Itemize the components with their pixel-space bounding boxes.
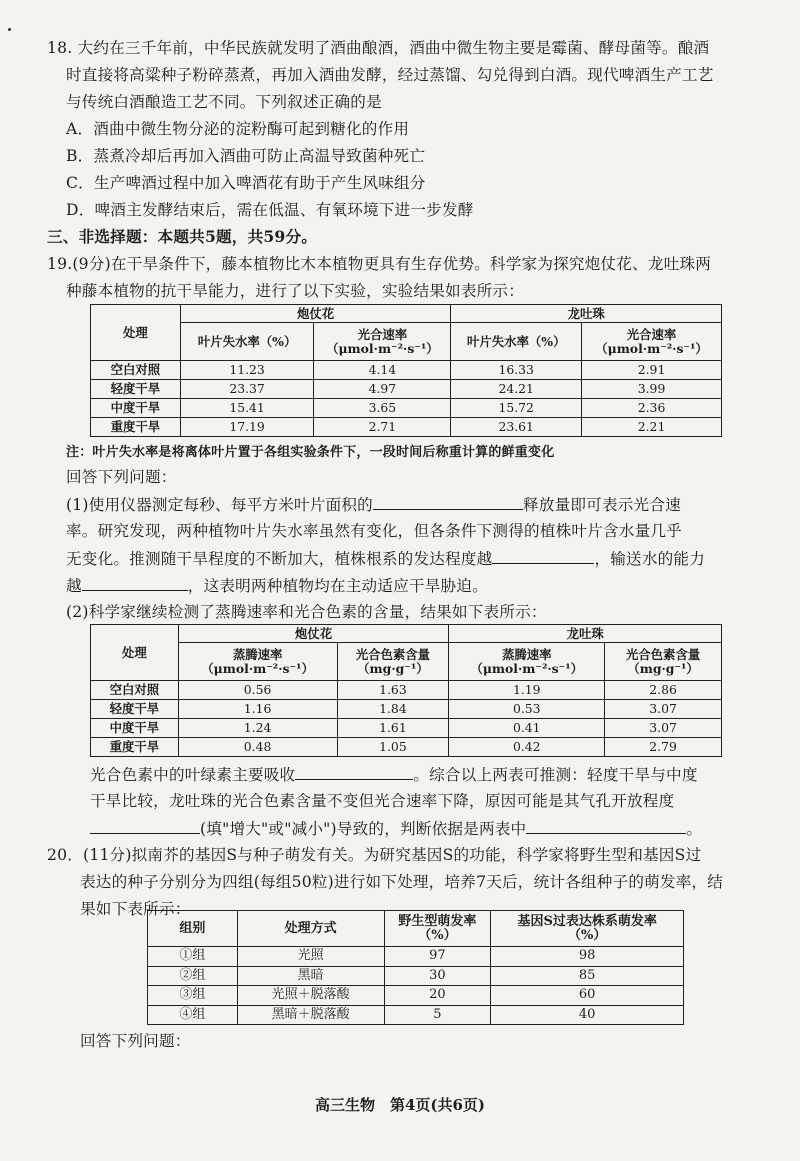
q20-col-over: 基因S过表达株系萌发率 （%） [491,911,684,947]
q20-intro-2: 表达的种子分别分为四组(每组50粒)进行如下处理，培养7天后，统计各组种子的萌发率，结 [80,873,724,891]
t2-col-b-2: 光合色素含量 （mg·g⁻¹） [605,643,722,681]
q18-option-b: B．蒸煮冷却后再加入酒曲可防止高温导致菌种死亡 [66,147,426,165]
table-row: ③组 光照＋脱落酸 20 60 [148,986,684,1006]
t1-corner: 处理 [91,305,181,361]
q19-p1-line-2: 率。研究发现，两种植物叶片失水率虽然有变化，但各条件下测得的植株叶片含水量几乎 [66,522,682,540]
q20-intro-3: 果如下表所示： [80,900,191,918]
table-row: 轻度干旱 23.37 4.97 24.21 3.99 [91,380,722,399]
q20-table [147,910,684,1025]
q20-col-method: 处理方式 [237,911,384,947]
q18-line-3: 与传统白酒酿造工艺不同。下列叙述正确的是 [66,93,382,111]
q19-table-2 [90,624,722,757]
answer-blank[interactable] [373,494,523,510]
answer-blank[interactable] [526,818,686,834]
table-row: 空白对照 0.56 1.63 1.19 2.86 [91,681,722,700]
t2-group-2: 龙吐珠 [449,625,722,643]
table-row: 重度干旱 17.19 2.71 23.61 2.21 [91,418,722,437]
t1-col-a-2: 叶片失水率（%） [451,323,582,361]
t2-col-a-1: 蒸腾速率 （μmol·m⁻²·s⁻¹） [178,643,337,681]
answer-blank[interactable] [82,575,188,591]
q18-option-a: A．酒曲中微生物分泌的淀粉酶可起到糖化的作用 [66,120,410,138]
t1-col-b-2: 光合速率 （μmol·m⁻²·s⁻¹） [582,323,722,361]
q18-line-1: 18. 大约在三千年前，中华民族就发明了酒曲酿酒，酒曲中微生物主要是霉菌、酵母菌等。酿酒 [47,39,710,57]
q19-p2-line-3: (填"增大"或"减小")导致的，判断依据是两表中 。 [90,818,702,839]
q19-intro-1: 19.(9分)在干旱条件下，藤本植物比木本植物更具有生存优势。科学家为探究炮仗花、龙吐珠两 [47,255,712,273]
q19-p2-line-2: 干旱比较，龙吐珠的光合色素含量不变但光合速率下降，原因可能是其气孔开放程度 [90,792,675,810]
table-row: ④组 黑暗＋脱落酸 5 40 [148,1005,684,1025]
q18-option-c: C．生产啤酒过程中加入啤酒花有助于产生风味组分 [66,174,426,192]
table-row: 中度干旱 15.41 3.65 15.72 2.36 [91,399,722,418]
table-row: 中度干旱 1.24 1.61 0.41 3.07 [91,719,722,738]
answer-blank[interactable] [90,818,200,834]
section-heading: 三、非选择题：本题共5题，共59分。 [47,227,318,246]
table-row: ②组 黑暗 30 85 [148,966,684,986]
table-row: ①组 光照 97 98 [148,947,684,967]
q19-table-note: 注：叶片失水率是将离体叶片置于各组实验条件下，一段时间后称重计算的鲜重变化 [66,445,555,460]
table-row: 空白对照 11.23 4.14 16.33 2.91 [91,361,722,380]
answer-blank[interactable] [295,764,413,780]
t1-group-2: 龙吐珠 [451,305,722,323]
t2-col-a-2: 蒸腾速率 （μmol·m⁻²·s⁻¹） [449,643,605,681]
q20-col-group: 组别 [148,911,238,947]
table-row: 重度干旱 0.48 1.05 0.42 2.79 [91,738,722,757]
answer-blank[interactable] [492,548,594,564]
q20-intro-1: 20．(11分)拟南芥的基因S与种子萌发有关。为研究基因S的功能，科学家将野生型和基因S过 [47,846,702,864]
q19-answer-prompt: 回答下列问题： [66,468,177,486]
q19-p2-line-1: 光合色素中的叶绿素主要吸收 。综合以上两表可推测：轻度干旱与中度 [90,766,698,784]
q20-answer-prompt: 回答下列问题： [80,1032,191,1050]
t2-corner: 处理 [91,625,179,681]
q19-p1-line-4: 越 ，这表明两种植物均在主动适应干旱胁迫。 [66,577,488,595]
q20-col-wild: 野生型萌发率 （%） [384,911,491,947]
t1-col-b-1: 光合速率 （μmol·m⁻²·s⁻¹） [314,323,451,361]
q19-table-1 [90,304,722,437]
t1-group-1: 炮仗花 [180,305,451,323]
t2-col-b-1: 光合色素含量 （mg·g⁻¹） [337,643,449,681]
scan-speck [8,28,11,31]
t2-group-1: 炮仗花 [178,625,449,643]
t1-col-a-1: 叶片失水率（%） [180,323,314,361]
table-row: 轻度干旱 1.16 1.84 0.53 3.07 [91,700,722,719]
q18-option-d: D．啤酒主发酵结束后，需在低温、有氧环境下进一步发酵 [66,201,474,219]
q19-p2-intro: (2)科学家继续检测了蒸腾速率和光合色素的含量，结果如下表所示： [66,603,547,621]
q18-line-2: 时直接将高粱种子粉碎蒸煮，再加入酒曲发酵，经过蒸馏、勾兑得到白酒。现代啤酒生产工艺 [66,66,714,84]
q19-p1-line-3: 无变化。推测随干旱程度的不断加大，植株根系的发达程度越 ，输送水的能力 [66,550,705,568]
q19-p1-line-1: (1)使用仪器测定每秒、每平方米叶片面积的 释放量即可表示光合速 [66,496,681,514]
page-footer: 高三生物 第4页(共6页) [314,1096,486,1114]
q19-intro-2: 种藤本植物的抗干旱能力，进行了以下实验，实验结果如表所示： [66,282,525,300]
